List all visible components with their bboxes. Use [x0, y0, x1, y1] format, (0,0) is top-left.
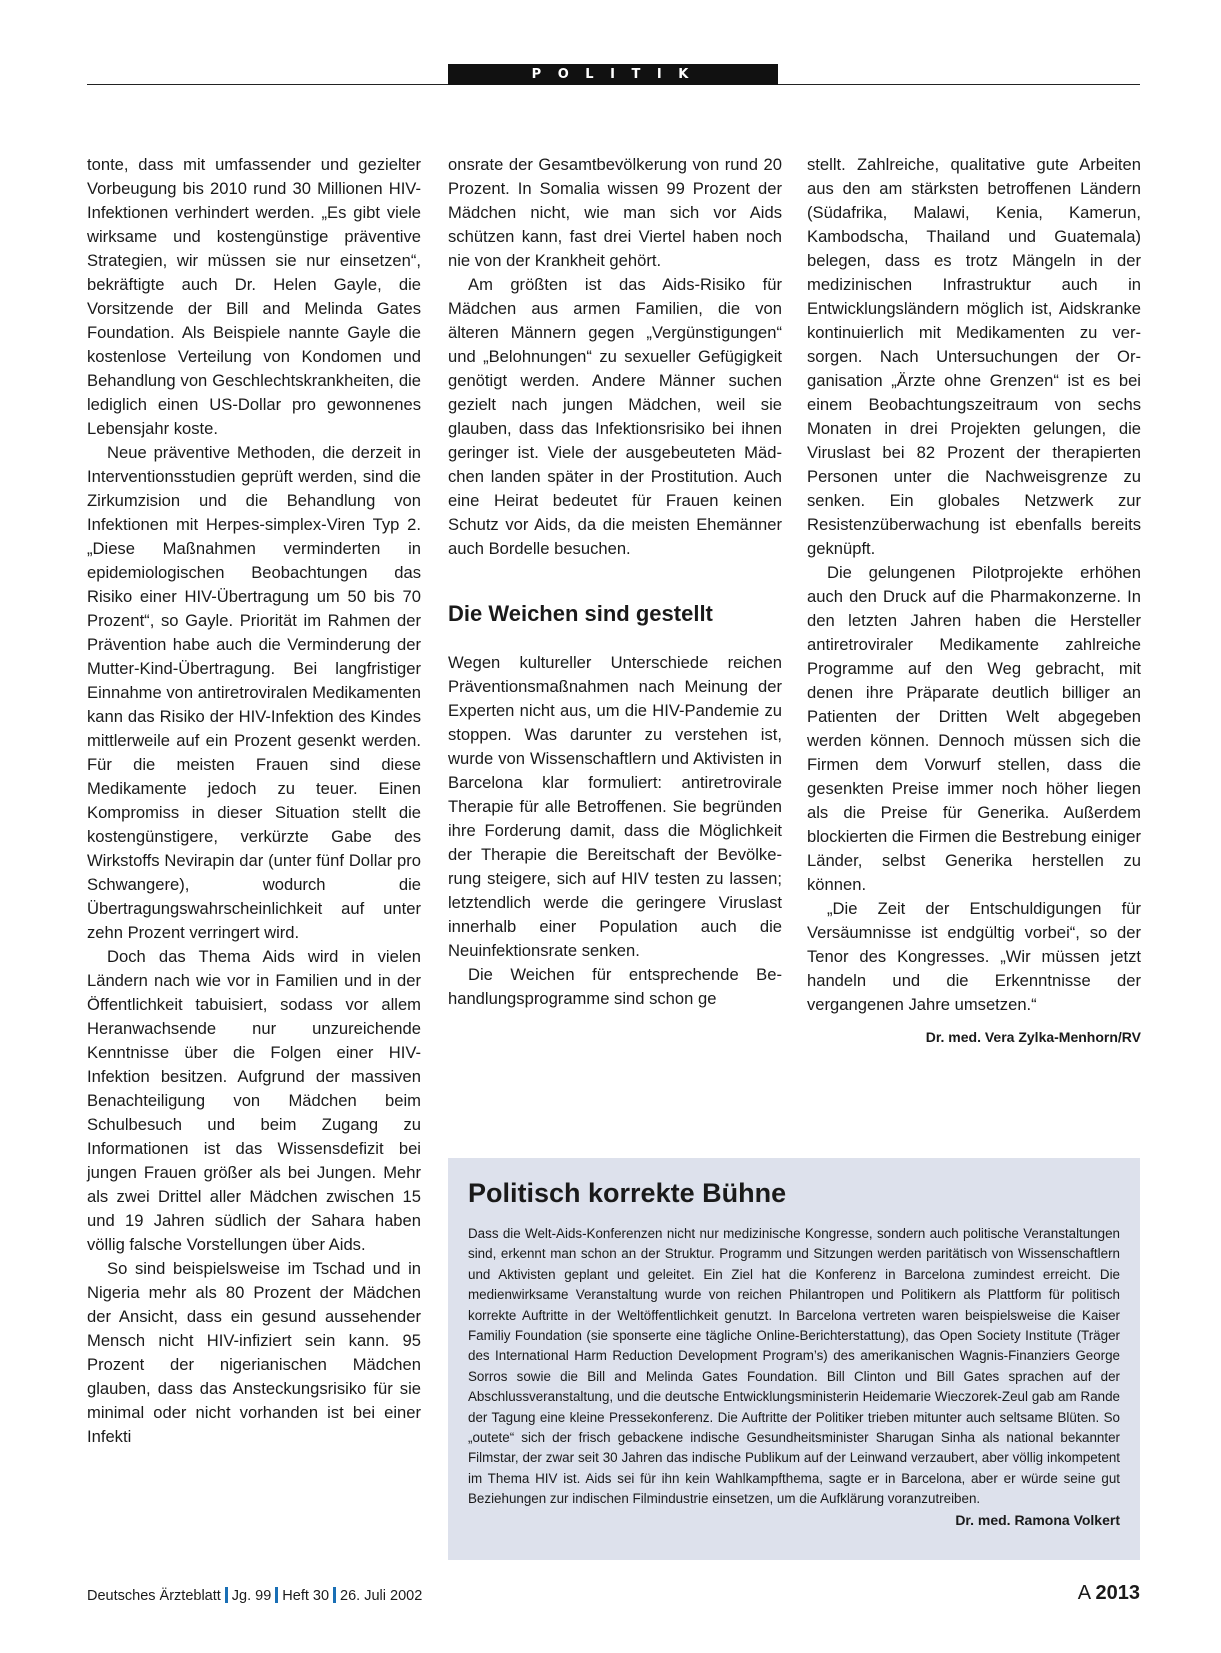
column-3 [807, 153, 1141, 1049]
paragraph: onsrate der Gesamtbevölkerung von rund 20 Prozent. In Somalia wissen 99 Prozent der Mädchen nicht, wie man sich vor Aids schützen kann, fast drei Viertel haben noch nie von der Krankheit gehört. [448, 155, 782, 270]
author-byline: Dr. med. Vera Zylka-Menhorn/RV [925, 1029, 1141, 1045]
box-title: Politisch korrekte Bühne [468, 1178, 787, 1208]
journal-name: Deutsches Ärzteblatt [87, 1588, 221, 1604]
paragraph: Neue präventive Methoden, die derzeit in Interventionsstudien geprüft werden, sind die Zirkumzision und die Behandlung von Infektionen mit Herpes-simplex-Viren Typ 2. „Diese Maßnahmen verminderten in epidemiologischen Beobachtungen das Risiko einer HIV-Übertragung um 50 bis 70 Prozent“, so Gayle. Priorität im Rahmen der Prävention habe auch die Verminderung der Mutter-Kind-Übertragung. Bei langfristiger Einnahme von antiretroviralen Medikamenten kann das Risiko der HIV-Infektion des Kindes mittlerweile auf ein Prozent gesenkt werden. Für die meisten Frauen sind diese Medikamente jedoch zu teuer. Einen Kompromiss in dieser Situation stellt die kostengünstigere, verkürzte Gabe des Wirkstoffs Nevirapin dar (unter fünf Dollar pro Schwangere), wodurch die Übertragungswahrscheinlichkeit auf unter zehn Prozent verringert wird. [87, 443, 421, 942]
issue: Heft 30 [282, 1588, 330, 1604]
separator [225, 1587, 228, 1603]
volume: Jg. 99 [231, 1588, 272, 1604]
paragraph: So sind beispielsweise im Tschad und in Nigeria mehr als 80 Prozent der Mädchen der Ansicht, dass ein gesund aussehender Mensch nicht HIV-infiziert sein kann. 95 Prozent der nigerianischen Mädchen glauben, dass das Ansteckungsrisiko für sie minimal oder nicht vorhanden ist bei einer Infekti [87, 1259, 421, 1446]
issue-date: 26. Juli 2002 [340, 1588, 423, 1604]
paragraph: Wegen kultureller Unterschiede reichen Präventionsmaßnahmen nach Meinung der Experten nicht aus, um die HIV-Pandemie zu stoppen. Was darunter zu verstehen ist, wurde von Wissenschaftlern und Aktivisten in Barcelona klar formuliert: antiretrovirale Therapie für alle Betroffenen. Sie begründen ihre Forderung damit, dass die Möglichkeit der Therapie die Bereitschaft der Bevölkerung steigere, sich auf HIV testen zu lassen; letztendlich werde die geringere Viruslast innerhalb einer Population auch die Neuinfektionsrate senken. [448, 653, 782, 960]
box-author: Dr. med. Ramona Volkert [955, 1511, 1120, 1528]
separator [275, 1587, 278, 1603]
paragraph: stellt. Zahlreiche, qualitative gute Arbeiten aus den am stärksten betroffenen Ländern (Südafrika, Malawi, Kenia, Kamerun, Kambodscha, Thailand und Guatemala) belegen, dass es trotz Mängeln in der medizinischen Infrastruktur auch in Entwicklungsländern möglich ist, Aidskranke kontinuierlich mit Medikamenten zu versorgen. Nach Untersuchungen der Organisation „Ärzte ohne Grenzen“ ist es bei einem Beobachtungszeitraum von sechs Monaten in drei Projekten gelungen, die Viruslast bei 82 Prozent der therapierten Personen unter die Nachweisgrenze zu senken. Ein globales Netzwerk zur Resistenzüberwachung ist ebenfalls bereits geknüpft. [807, 155, 1141, 558]
sidebar-box [448, 1158, 1140, 1560]
page-number-value: 2013 [1095, 1582, 1140, 1604]
box-body: Dass die Welt-Aids-Konferenzen nicht nur medizinische Kongresse, sondern auch politische Veranstaltungen sind, erkennt man schon an der Struktur. Programm und Sitzungen werden paritätisch von Wissenschaftlern und Aktivisten geplant und geleitet. Ein Ziel hat die Konferenz in Barcelona zumindest erreicht. Die medienwirksame Veranstaltung wurde von reichen Philantropen und Politikern als Plattform für politisch korrekte Auftritte in der Weltöffentlichkeit genutzt. In Barcelona vertreten waren beispielsweise die Kaiser Familiy Foundation (sie sponserte eine tägliche Online-Berichterstattung), das Open Society Institute (Träger des International Harm Reduction Development Program’s) des amerikanischen Wagnis-Finanziers George Sorros sowie die Bill and Melinda Gates Foundation. Bill Clinton und Bill Gates sprachen auf der Abschlussveranstaltung, und die deutsche Entwicklungsministerin Heidemarie Wieczorek-Zeul gab am Rande der Tagung eine kleine Pressekonferenz. Die Auftritte der Politiker trieben mitunter auch seltsame Blüten. So „outete“ sich der frisch gebackene indische Gesundheitsminister Sharugan Sinha als national bekannter Filmstar, der zwar seit 30 Jahren das indische Publikum auf der Leinwand verzaubert, aber völlig inkompetent im Thema HIV ist. Aids sei für ihn kein Wahlkampfthema, sagte er in Barcelona, aber er würde seine gut Beziehungen zur indischen Filmindustrie einsetzen, um die Aufklärung voranzutreiben. [468, 1226, 1120, 1507]
paragraph: Doch das Thema Aids wird in vielen Ländern nach wie vor in Familien und in der Öffentlichkeit tabuisiert, sodass vor allem Heranwachsende nur unzureichende Kenntnisse über die Folgen einer HIV-Infektion besitzen. Aufgrund der massiven Benachteiligung von Mädchen beim Schulbesuch und beim Zugang zu Informationen ist das Wissensdefizit bei jungen Frauen größer als bei Jungen. Mehr als zwei Drittel aller Mädchen zwischen 15 und 19 Jahren südlich der Sahara haben völlig falsche Vorstellungen über Aids. [87, 947, 421, 1254]
page-footer [87, 1582, 1140, 1607]
box-text [468, 1224, 1120, 1530]
page-prefix: A [1077, 1582, 1090, 1604]
paragraph: tonte, dass mit umfassender und gezielter Vorbeugung bis 2010 rund 30 Millionen HIV-Infektionen verhindert werden. „Es gibt viele wirksame und kostengünstige präventive Strategien, wir müssen sie nur einsetzen“, bekräftigte auch Dr. Helen Gayle, die Vorsitzende der Bill and Melinda Gates Foundation. Als Beispiele nannte Gayle die kostenlose Verteilung von Kondomen und Behandlung von Geschlechtskrankheiten, die lediglich einen US-Dollar pro gewonnenes Lebensjahr koste. [87, 155, 421, 438]
paragraph: Am größten ist das Aids-Risiko für Mädchen aus armen Familien, die von älteren Männern gegen „Vergünstigungen“ und „Belohnungen“ zu sexueller Gefügigkeit genötigt werden. Andere Männer suchen gezielt nach jungen Mädchen, weil sie glauben, dass das Infektionsrisiko bei ihnen geringer ist. Viele der ausgebeuteten Mädchen landen später in der Prostitution. Auch eine Heirat bedeutet für Frauen keinen Schutz vor Aids, da die meisten Ehemänner auch Bordelle besuchen. [448, 275, 782, 558]
subheading: Die Weichen sind gestellt [448, 601, 713, 626]
paragraph: Die gelungenen Pilotprojekte erhöhen auch den Druck auf die Pharmakonzerne. In den letzten Jahren haben die Hersteller antiretroviraler Medikamente zahlreiche Programme auf den Weg gebracht, mit denen ihre Präparate deutlich billiger an Patienten der Dritten Welt abgegeben werden können. Dennoch müssen sich die Firmen dem Vorwurf stellen, dass die gesenkten Preise immer noch höher liegen als die Preise für Generika. Außerdem blockierten die Firmen die Bestrebung einiger Länder, selbst Generika herstellen zu können. [807, 563, 1141, 894]
column-1 [87, 153, 421, 1449]
page-number [1078, 1582, 1140, 1604]
separator [333, 1587, 336, 1603]
column-2 [448, 153, 782, 1011]
section-label: P O L I T I K [448, 64, 778, 85]
paragraph: „Die Zeit der Entschuldigungen für Versäumnisse ist endgültig vorbei“, so der Tenor des Kongresses. „Wir müssen jetzt handeln und die Erkenntnisse der vergangenen Jahre umsetzen.“ [807, 899, 1141, 1014]
paragraph: Die Weichen für entsprechende Behandlungsprogramme sind schon ge [448, 965, 782, 1008]
